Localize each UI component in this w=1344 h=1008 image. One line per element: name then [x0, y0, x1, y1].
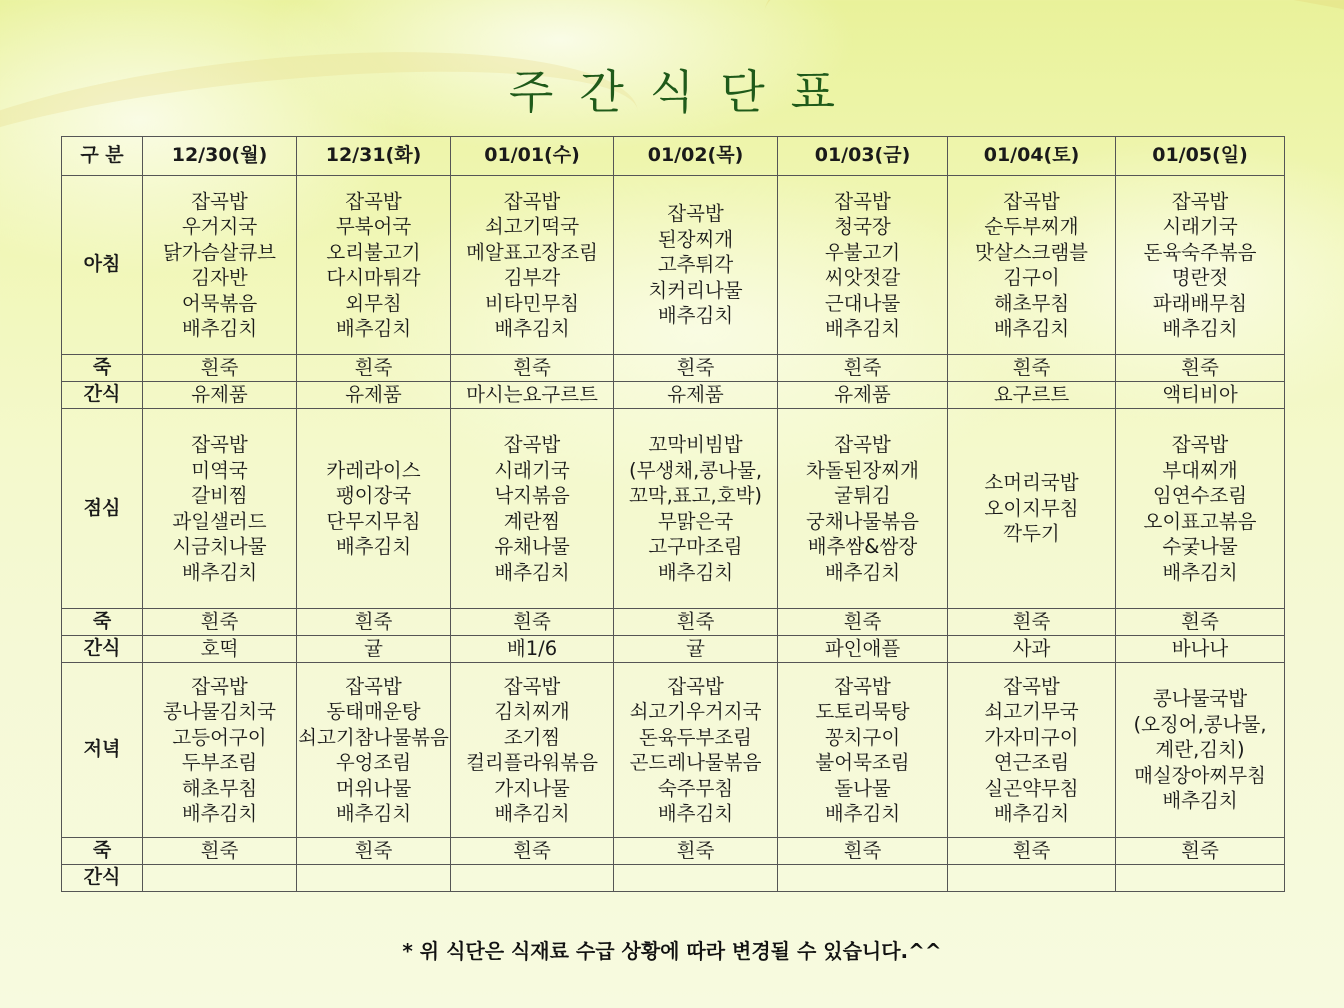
menu-item: 바나나 [1171, 637, 1229, 661]
menu-item: 동태매운탕 [326, 700, 421, 723]
day-header: 12/31(화) [297, 137, 451, 176]
menu-item: 고구마조림 [648, 535, 743, 558]
menu-item: 흰죽 [1012, 610, 1051, 634]
menu-item: 해초무침 [993, 291, 1070, 315]
menu-item: 시래기국 [494, 458, 570, 482]
menu-item: 우불고기 [824, 240, 901, 264]
menu-item: 흰죽 [1181, 610, 1219, 634]
meal-label: 죽 [62, 355, 143, 382]
menu-cell [948, 409, 1116, 609]
menu-item: 잡곡밥 [503, 189, 561, 213]
menu-item: 흰죽 [676, 610, 715, 634]
menu-item: 고등어구이 [172, 725, 267, 749]
day-header: 01/03(금) [778, 137, 948, 176]
menu-cell [778, 382, 948, 409]
menu-item: 파인애플 [824, 637, 901, 661]
menu-item: 배1/6 [506, 637, 558, 661]
menu-cell [297, 382, 451, 409]
menu-item: 흰죽 [676, 356, 715, 380]
menu-item: 굴튀김 [834, 484, 891, 507]
menu-cell [1116, 636, 1285, 663]
footer-note: * 위 식단은 식재료 수급 상황에 따라 변경될 수 있습니다.^^ [402, 939, 942, 963]
menu-cell [778, 176, 948, 355]
menu-cell [1116, 838, 1285, 865]
menu-cell [948, 609, 1116, 636]
menu-cell [297, 838, 451, 865]
menu-item: 흰죽 [1012, 356, 1051, 380]
menu-item: 어묵볶음 [181, 291, 258, 315]
menu-cell [614, 382, 778, 409]
menu-item: 잡곡밥 [1003, 189, 1060, 213]
menu-cell [778, 838, 948, 865]
menu-item: 배추김치 [494, 802, 570, 825]
menu-item: 다시마튀각 [326, 266, 421, 289]
menu-item: 콩나물국밥 [1152, 687, 1248, 711]
menu-item: 무북어국 [335, 215, 412, 238]
menu-item: 두부조림 [181, 751, 258, 774]
weekly-menu-table [61, 136, 1285, 892]
menu-cell [143, 409, 297, 609]
menu-item: 파래배무침 [1152, 291, 1248, 315]
menu-cell [614, 176, 778, 355]
menu-item: 김치찌개 [494, 700, 570, 723]
menu-item: 가지나물 [494, 776, 570, 800]
menu-item: 배추김치 [993, 802, 1070, 825]
menu-item: 꼬막,표고,호박) [628, 484, 763, 507]
menu-item: 된장찌개 [657, 227, 734, 251]
menu-item: 순두부찌개 [984, 215, 1079, 238]
menu-item: 팽이장국 [335, 484, 412, 507]
menu-item: 잡곡밥 [503, 674, 561, 698]
menu-cell [297, 409, 451, 609]
menu-item: 낙지볶음 [494, 484, 570, 507]
menu-cell [1116, 355, 1285, 382]
menu-item: 오이표고볶음 [1143, 509, 1257, 533]
menu-item: 귤 [364, 637, 383, 661]
menu-item: 도토리묵탕 [815, 700, 910, 723]
menu-item: 잡곡밥 [1003, 674, 1060, 698]
menu-cell [778, 865, 948, 892]
snack-row [62, 382, 1285, 409]
menu-item: 유제품 [191, 383, 248, 407]
menu-cell [297, 355, 451, 382]
menu-cell [297, 663, 451, 838]
menu-item: 실곤약무침 [984, 776, 1079, 800]
menu-item: 유제품 [667, 383, 724, 407]
menu-cell [778, 609, 948, 636]
menu-item: 잡곡밥 [667, 202, 724, 226]
menu-item: 깍두기 [1003, 522, 1060, 546]
menu-item: 우엉조림 [335, 751, 412, 774]
menu-cell [948, 865, 1116, 892]
dinner-row [62, 663, 1285, 838]
menu-item: 잡곡밥 [191, 189, 248, 213]
menu-item: 배추김치 [181, 317, 258, 340]
menu-item: 차돌된장찌개 [805, 458, 920, 482]
menu-cell [297, 609, 451, 636]
menu-item: 씨앗젓갈 [824, 266, 901, 289]
menu-cell [451, 355, 614, 382]
menu-item: 호떡 [200, 637, 239, 661]
menu-cell [1116, 663, 1285, 838]
menu-item: 부대찌개 [1162, 458, 1238, 482]
menu-item: 귤 [686, 637, 705, 661]
menu-item: 꽁치구이 [824, 725, 901, 749]
menu-item: 비타민무침 [484, 291, 580, 315]
menu-item: 배추김치 [1162, 317, 1238, 340]
menu-item: 흰죽 [843, 610, 882, 634]
meal-label: 죽 [62, 609, 143, 636]
menu-item: 흰죽 [1181, 356, 1219, 380]
menu-item: 배추김치 [993, 317, 1070, 340]
menu-item: 흰죽 [513, 610, 551, 634]
header-label: 구 분 [62, 137, 143, 176]
menu-item: 고추튀각 [657, 253, 734, 277]
menu-item: 흰죽 [200, 610, 239, 634]
menu-item: 소머리국밥 [984, 471, 1079, 495]
menu-item: 임연수조림 [1152, 484, 1248, 507]
menu-item: 흰죽 [354, 356, 393, 380]
menu-item: 요구르트 [993, 383, 1070, 407]
menu-item: 머위나물 [335, 776, 412, 800]
menu-item: 시래기국 [1162, 215, 1238, 238]
menu-cell [614, 865, 778, 892]
menu-item: 우거지국 [181, 215, 258, 238]
menu-item: 불어묵조림 [815, 751, 910, 774]
menu-item: 배추김치 [335, 535, 412, 558]
menu-item: 쇠고기떡국 [484, 215, 580, 238]
menu-cell [778, 636, 948, 663]
menu-cell [143, 355, 297, 382]
menu-item: 김자반 [191, 266, 248, 289]
porridge-row [62, 609, 1285, 636]
menu-item: 콩나물김치국 [162, 700, 277, 723]
menu-item: 흰죽 [200, 356, 239, 380]
menu-item: 배추김치 [1162, 789, 1238, 813]
menu-cell [614, 838, 778, 865]
menu-cell [451, 663, 614, 838]
menu-item: 수궃나물 [1162, 535, 1238, 558]
menu-item: 외무침 [345, 291, 402, 315]
menu-cell [1116, 176, 1285, 355]
menu-item: 흰죽 [200, 839, 239, 863]
menu-cell [1116, 609, 1285, 636]
menu-item: 갈비찜 [191, 484, 248, 507]
menu-item: 메알표고장조림 [466, 240, 598, 264]
menu-cell [948, 382, 1116, 409]
menu-item: 배추김치 [494, 317, 570, 340]
menu-item: 궁채나물볶음 [805, 509, 920, 533]
menu-item: 사과 [1012, 637, 1051, 661]
menu-cell [778, 355, 948, 382]
menu-item: 흰죽 [1181, 839, 1219, 863]
menu-item: 명란젓 [1171, 266, 1229, 289]
menu-cell [948, 663, 1116, 838]
menu-item: 김구이 [1003, 266, 1060, 289]
menu-cell [614, 636, 778, 663]
menu-item: 숙주무침 [657, 776, 734, 800]
meal-label: 간식 [62, 382, 143, 409]
page-title: 주간식단표 [508, 65, 862, 119]
menu-item: 쇠고기무국 [984, 700, 1079, 723]
menu-item: 카레라이스 [326, 458, 421, 482]
menu-item: 배추김치 [657, 802, 734, 825]
menu-item: 무맑은국 [657, 509, 734, 533]
menu-item: 배추김치 [494, 560, 570, 584]
menu-item: 배추쌈&쌈장 [807, 535, 918, 558]
menu-cell [1116, 409, 1285, 609]
menu-item: 과일샐러드 [172, 509, 267, 533]
menu-cell [614, 409, 778, 609]
menu-item: 근대나물 [824, 291, 901, 315]
menu-item: 잡곡밥 [503, 433, 561, 456]
menu-item: 쇠고기우거지국 [629, 700, 762, 723]
menu-cell [297, 865, 451, 892]
menu-item: 가자미구이 [984, 725, 1079, 749]
menu-item: 잡곡밥 [1171, 433, 1229, 456]
menu-item: 꼬막비빔밥 [648, 433, 743, 456]
menu-item: (오징어,콩나물, [1133, 712, 1267, 736]
menu-item: 잡곡밥 [834, 433, 891, 456]
menu-item: 오리불고기 [326, 240, 421, 264]
day-header: 12/30(월) [143, 137, 297, 176]
menu-cell [778, 663, 948, 838]
menu-item: 돌나물 [834, 776, 891, 800]
menu-cell [143, 176, 297, 355]
menu-item: 계란찜 [503, 509, 561, 533]
menu-item: 잡곡밥 [191, 674, 248, 698]
meal-label: 점심 [62, 409, 143, 609]
snack-row [62, 636, 1285, 663]
menu-cell [143, 838, 297, 865]
menu-item: 잡곡밥 [345, 674, 402, 698]
menu-cell [948, 838, 1116, 865]
breakfast-row [62, 176, 1285, 355]
menu-item: 잡곡밥 [1171, 189, 1229, 213]
menu-item: 미역국 [191, 458, 248, 482]
menu-item: 배추김치 [335, 317, 412, 340]
meal-label: 죽 [62, 838, 143, 865]
menu-item: 액티비아 [1162, 383, 1238, 407]
menu-cell [778, 409, 948, 609]
menu-item: 배추김치 [824, 560, 901, 584]
day-header: 01/05(일) [1116, 137, 1285, 176]
menu-item: 배추김치 [181, 802, 258, 825]
menu-cell [297, 176, 451, 355]
menu-cell [143, 663, 297, 838]
menu-cell [451, 838, 614, 865]
menu-cell [143, 865, 297, 892]
menu-item: 흰죽 [1012, 839, 1051, 863]
menu-cell [1116, 382, 1285, 409]
meal-label: 간식 [62, 636, 143, 663]
snack-row [62, 865, 1285, 892]
menu-cell [614, 355, 778, 382]
porridge-row [62, 355, 1285, 382]
menu-item: 유제품 [345, 383, 402, 407]
menu-item: 단무지무침 [326, 509, 421, 533]
menu-cell [143, 609, 297, 636]
day-header: 01/02(목) [614, 137, 778, 176]
menu-item: 흰죽 [513, 839, 551, 863]
menu-cell [143, 636, 297, 663]
menu-item: 배추김치 [657, 304, 734, 328]
day-header: 01/04(토) [948, 137, 1116, 176]
menu-cell [948, 636, 1116, 663]
menu-item: 계란,김치) [1155, 738, 1245, 762]
menu-cell [297, 636, 451, 663]
menu-item: 청국장 [834, 215, 891, 238]
menu-item: 배추김치 [181, 560, 258, 584]
menu-item: 치커리나물 [648, 278, 743, 302]
menu-item: 잡곡밥 [667, 674, 724, 698]
menu-item: 배추김치 [1162, 560, 1238, 584]
menu-item: 잡곡밥 [834, 189, 891, 213]
menu-item: 흰죽 [843, 839, 882, 863]
menu-item: 흰죽 [843, 356, 882, 380]
menu-item: 잡곡밥 [191, 433, 248, 456]
meal-label: 아침 [62, 176, 143, 355]
menu-item: 배추김치 [824, 317, 901, 340]
menu-cell [143, 382, 297, 409]
menu-item: 흰죽 [354, 610, 393, 634]
menu-cell [948, 355, 1116, 382]
menu-item: 잡곡밥 [345, 189, 402, 213]
menu-item: 조기찜 [503, 725, 561, 749]
menu-cell [614, 609, 778, 636]
menu-item: 흰죽 [513, 356, 551, 380]
meal-label: 간식 [62, 865, 143, 892]
menu-cell [451, 409, 614, 609]
menu-item: 유채나물 [494, 535, 570, 558]
menu-cell [451, 609, 614, 636]
day-header: 01/01(수) [451, 137, 614, 176]
menu-item: 오이지무침 [984, 496, 1079, 520]
menu-cell [948, 176, 1116, 355]
menu-item: 김부각 [503, 266, 561, 289]
menu-item: 쇠고기참나물볶음 [298, 725, 449, 749]
menu-item: (무생채,콩나물, [628, 458, 763, 482]
menu-item: 매실장아찌무침 [1134, 763, 1266, 787]
menu-item: 마시는요구르트 [466, 383, 598, 407]
menu-item: 배추김치 [335, 802, 412, 825]
lunch-row [62, 409, 1285, 609]
header-row [62, 137, 1285, 176]
menu-item: 배추김치 [657, 560, 734, 584]
menu-item: 유제품 [834, 383, 891, 407]
menu-item: 컬리플라워볶음 [466, 751, 598, 774]
menu-item: 흰죽 [676, 839, 715, 863]
menu-item: 잡곡밥 [834, 674, 891, 698]
menu-cell [451, 636, 614, 663]
menu-item: 시금치나물 [172, 535, 267, 558]
menu-item: 돈육두부조림 [638, 725, 753, 749]
menu-cell [1116, 865, 1285, 892]
menu-cell [451, 176, 614, 355]
menu-item: 맛살스크램블 [974, 240, 1089, 264]
menu-item: 해초무침 [181, 776, 258, 800]
porridge-row [62, 838, 1285, 865]
menu-cell [614, 663, 778, 838]
menu-item: 연근조림 [993, 751, 1070, 774]
menu-item: 흰죽 [354, 839, 393, 863]
menu-cell [451, 382, 614, 409]
menu-item: 닭가슴살큐브 [162, 240, 277, 264]
menu-cell [451, 865, 614, 892]
meal-label: 저녁 [62, 663, 143, 838]
menu-item: 배추김치 [824, 802, 901, 825]
menu-item: 곤드레나물볶음 [629, 751, 762, 774]
menu-item: 돈육숙주볶음 [1143, 240, 1257, 264]
